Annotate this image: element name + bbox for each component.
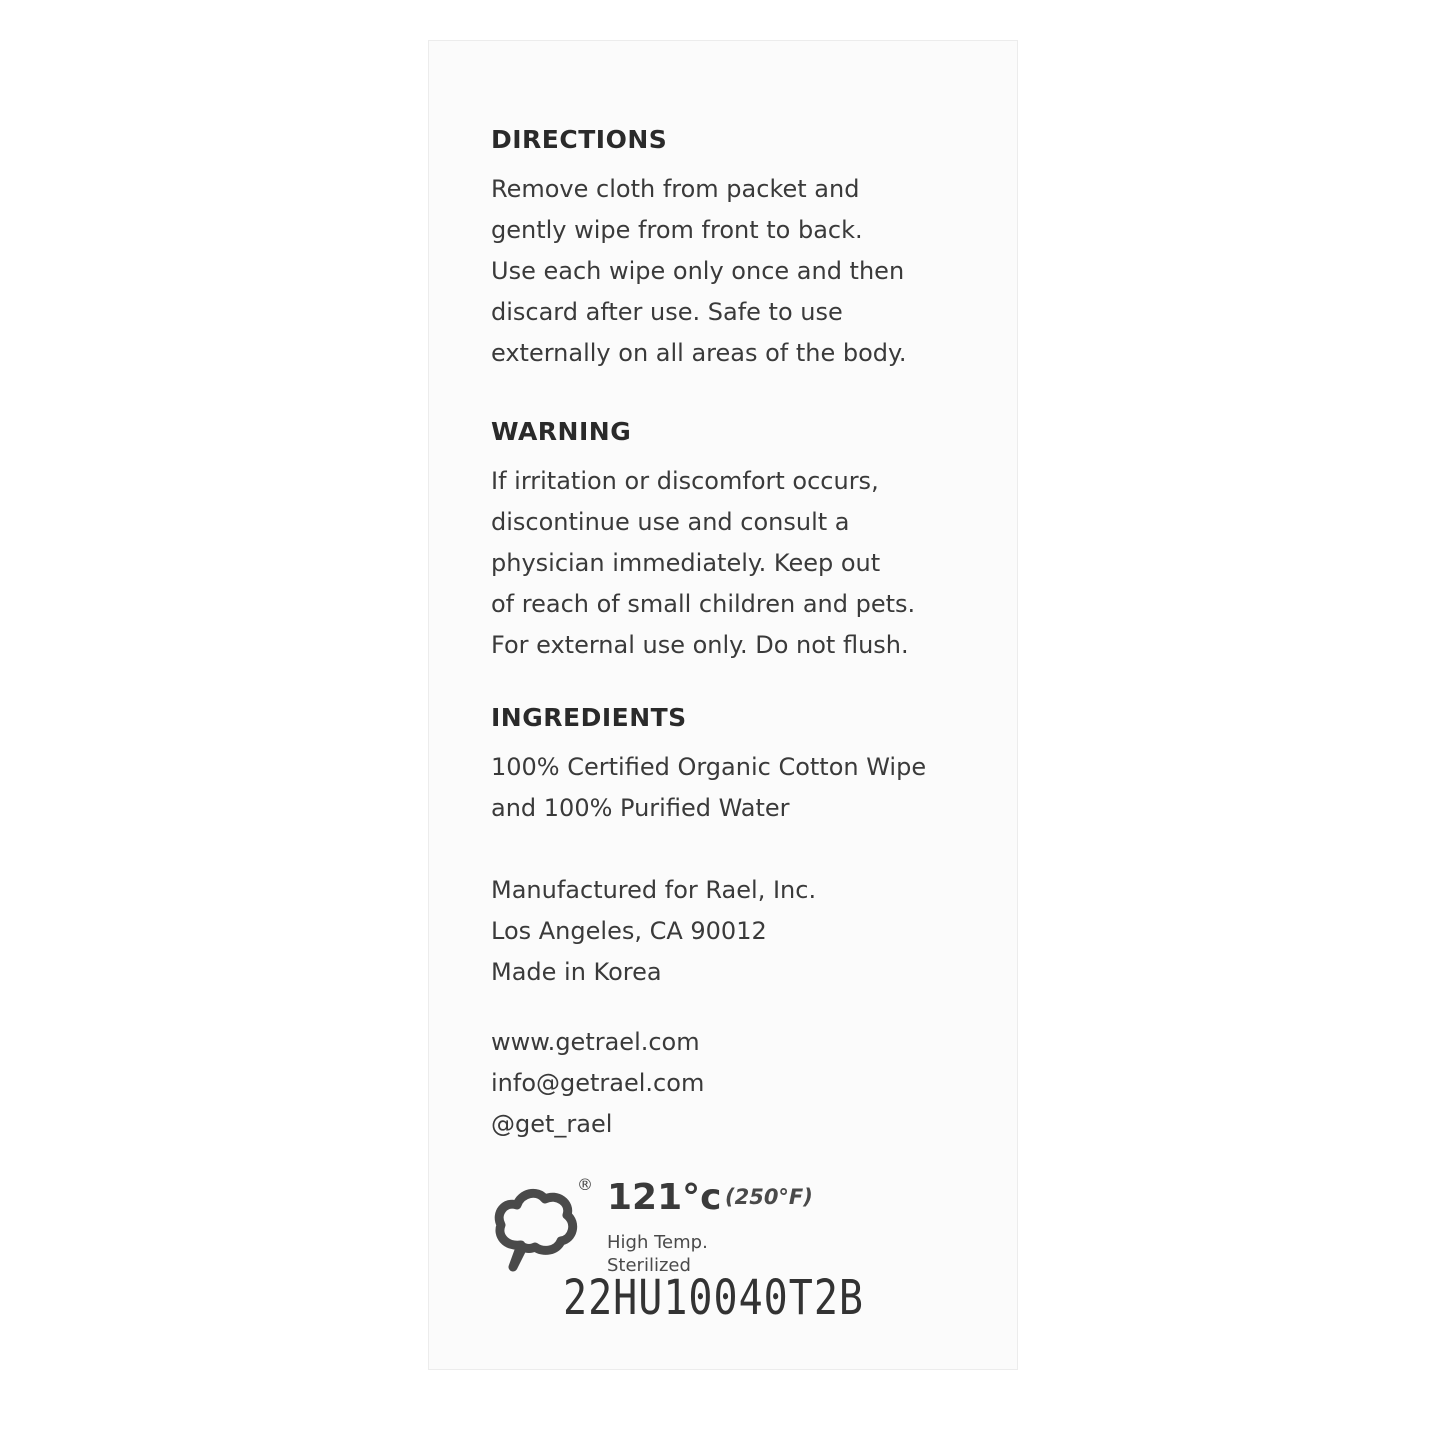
warning-line: physician immediately. Keep out	[491, 549, 881, 577]
sterilized-line: High Temp.	[607, 1232, 708, 1253]
manufacturer-line: Made in Korea	[491, 958, 662, 986]
warning-line: For external use only. Do not flush.	[491, 631, 909, 659]
directions-text	[491, 169, 906, 374]
directions-heading: DIRECTIONS	[491, 125, 668, 154]
contact-text	[491, 1022, 704, 1145]
directions-line: Remove cloth from packet and	[491, 175, 860, 203]
manufacturer-line: Los Angeles, CA 90012	[491, 917, 767, 945]
sterilized-line: Sterilized	[607, 1255, 691, 1276]
package-panel	[428, 40, 1018, 1370]
ingredients-text	[491, 747, 926, 829]
warning-text	[491, 461, 915, 666]
directions-line: Use each wipe only once and then	[491, 257, 905, 285]
warning-heading: WARNING	[491, 417, 632, 446]
warning-line: If irritation or discomfort occurs,	[491, 467, 879, 495]
ingredients-line: and 100% Purified Water	[491, 794, 790, 822]
ingredients-line: 100% Certified Organic Cotton Wipe	[491, 753, 927, 781]
lot-code: 22HU10040T2B	[563, 1271, 864, 1327]
contact-section	[491, 1022, 704, 1145]
website-text: www.getrael.com	[491, 1028, 700, 1056]
ingredients-section	[491, 703, 926, 829]
warning-section	[491, 417, 915, 666]
email-text: info@getrael.com	[491, 1069, 705, 1097]
warning-line: discontinue use and consult a	[491, 508, 850, 536]
temperature-fahrenheit: (250°F)	[725, 1185, 813, 1209]
directions-section	[491, 125, 906, 374]
temperature-celsius: 121°c	[607, 1177, 722, 1218]
registered-mark: ®	[577, 1175, 593, 1194]
cotton-icon	[491, 1183, 581, 1278]
directions-line: gently wipe from front to back.	[491, 216, 863, 244]
warning-line: of reach of small children and pets.	[491, 590, 916, 618]
manufacturer-line: Manufactured for Rael, Inc.	[491, 876, 817, 904]
social-handle-text: @get_rael	[491, 1110, 613, 1138]
manufacturer-section	[491, 870, 816, 993]
directions-line: externally on all areas of the body.	[491, 339, 907, 367]
ingredients-heading: INGREDIENTS	[491, 703, 687, 732]
directions-line: discard after use. Safe to use	[491, 298, 843, 326]
manufacturer-text	[491, 870, 816, 993]
